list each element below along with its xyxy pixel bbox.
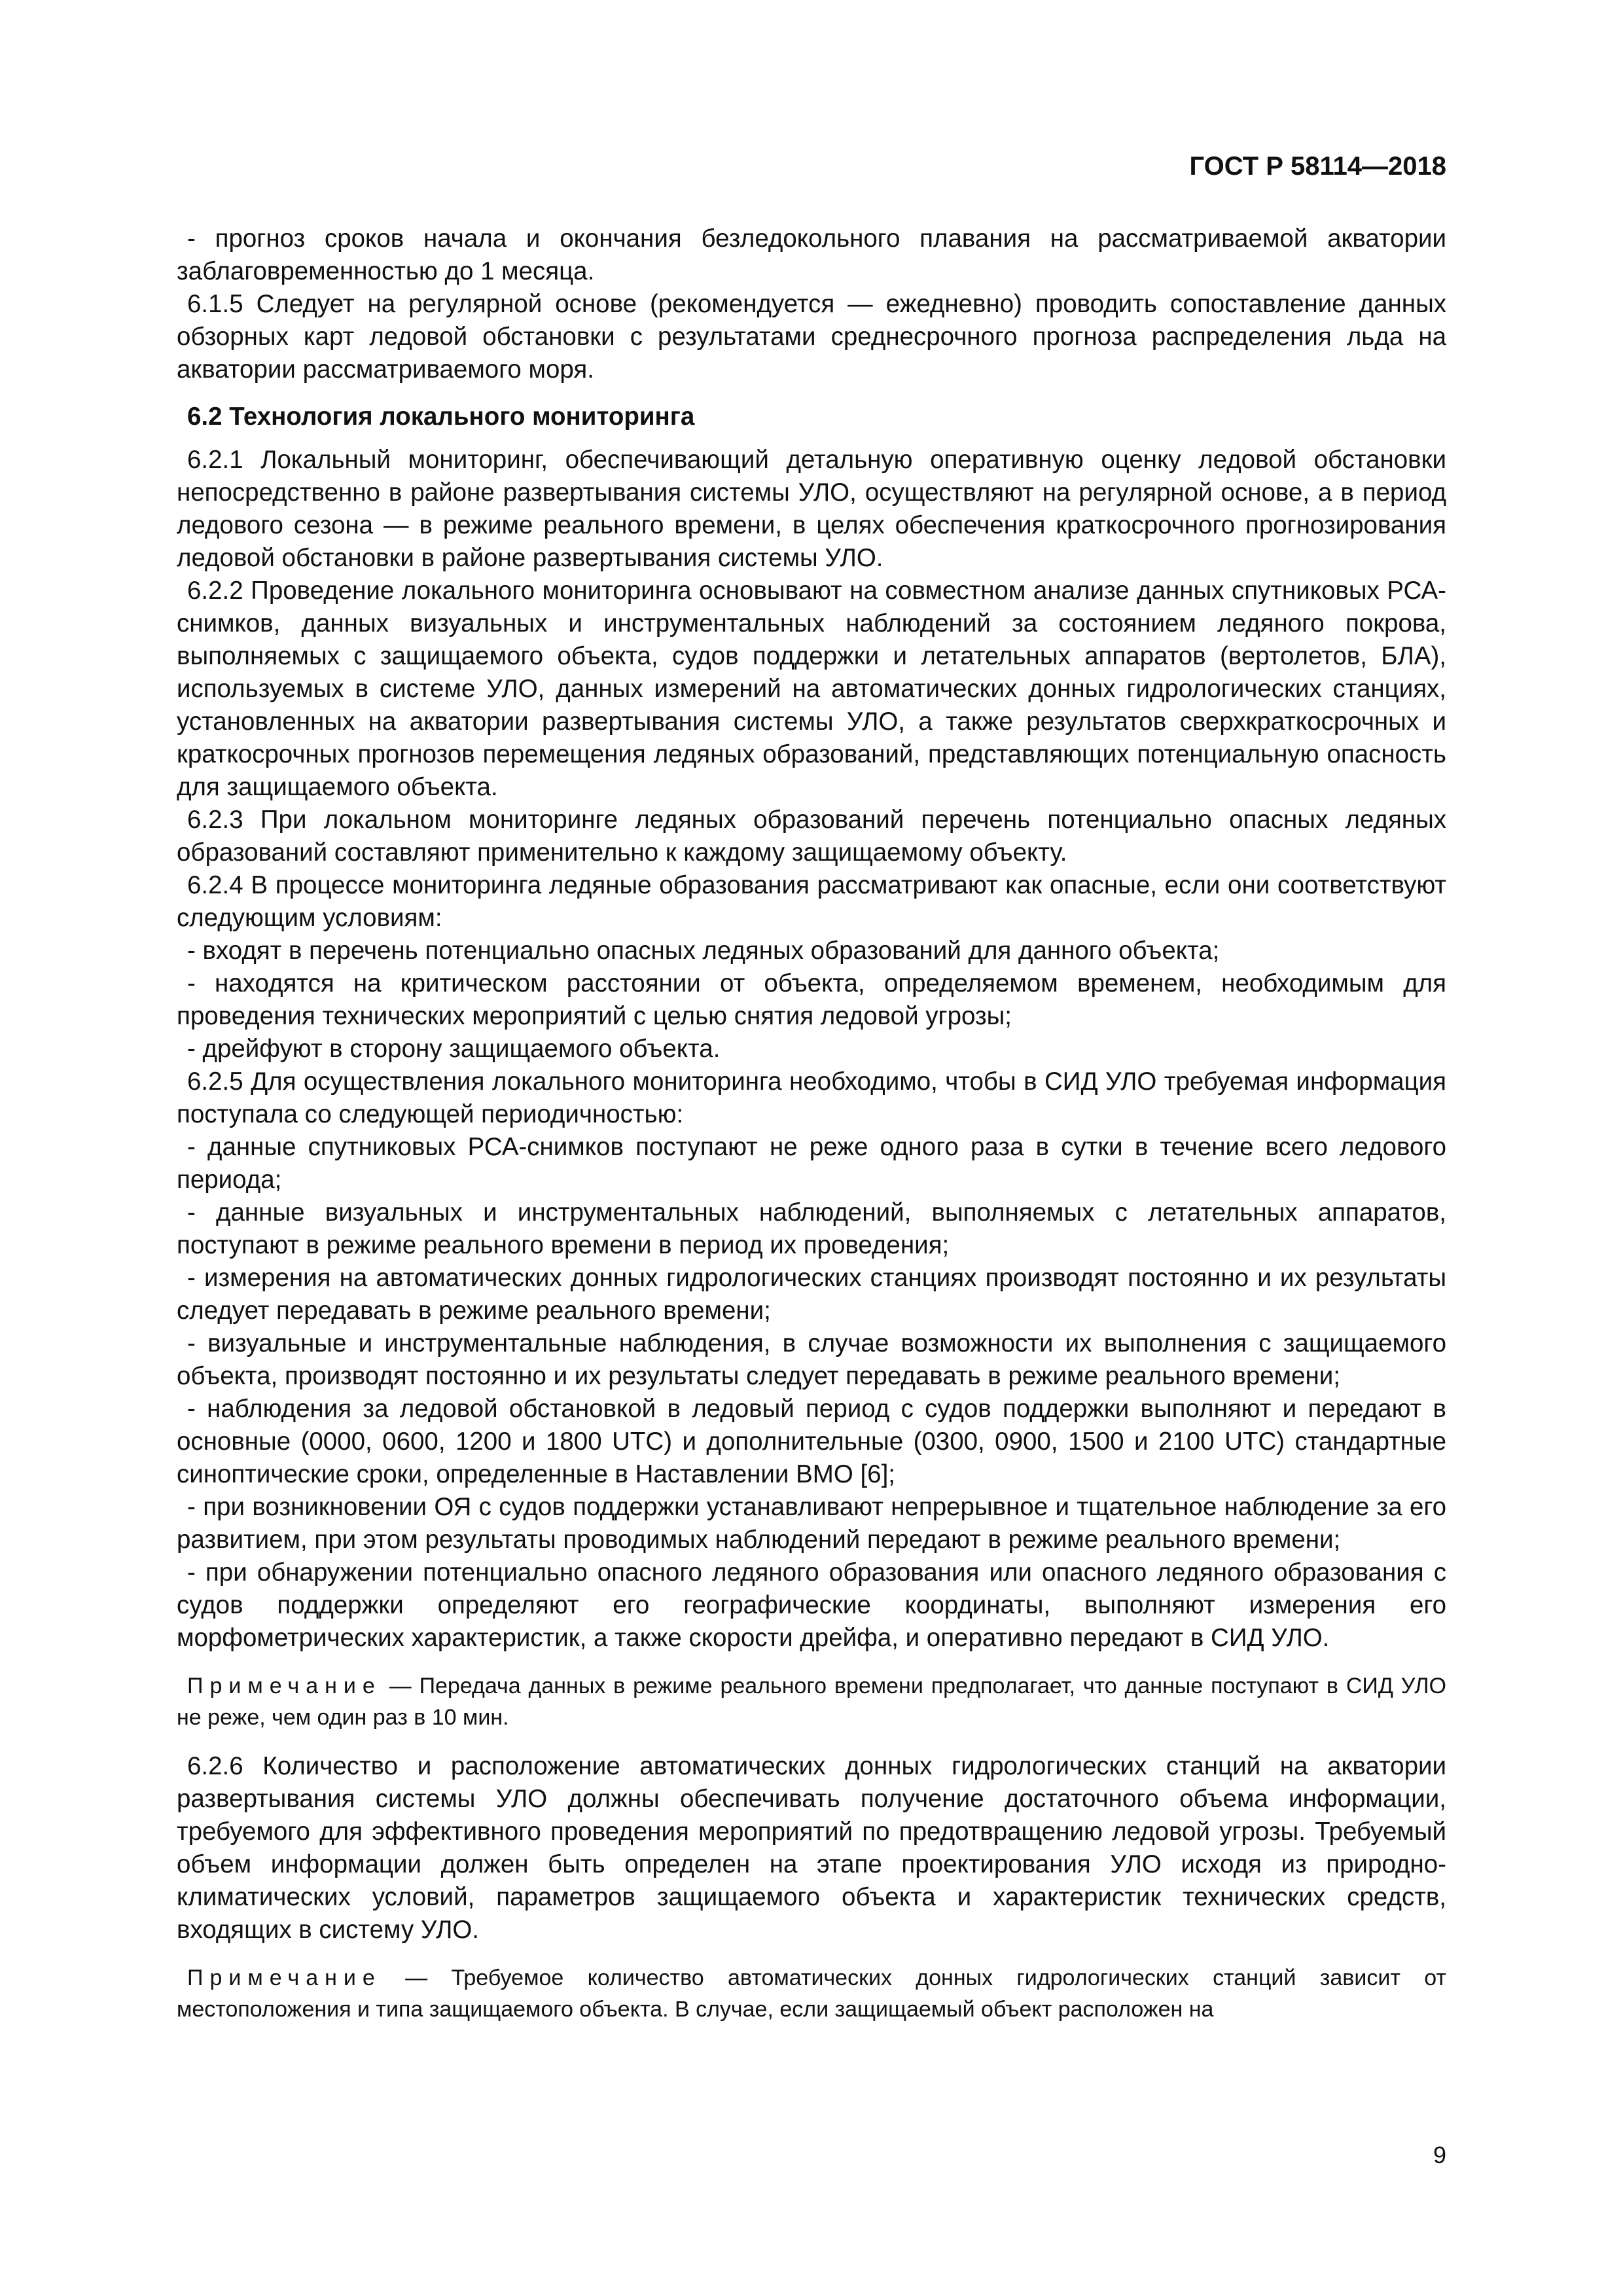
list-item: - при обнаружении потенциально опасного ледяного образования или опасного ледяного образования с судов поддержки определяют его географические координаты, выполняют измерения его морфометрических характеристик, а также скорости дрейфа, и оперативно передают в СИД УЛО. xyxy=(177,1558,1446,1652)
list-item: - при возникновении ОЯ с судов поддержки устанавливают непрерывное и тщательное наблюдение за его развитием, при этом результаты проводимых наблюдений передают в режиме реального времени; xyxy=(177,1493,1446,1554)
list-item: - данные спутниковых РСА-снимков поступают не реже одного раза в сутки в течение всего ледового периода; xyxy=(177,1133,1446,1194)
note-1 xyxy=(177,1670,1446,1733)
note-label: Примечание xyxy=(187,1674,382,1698)
paragraph-6-2-6: 6.2.6 Количество и расположение автоматических донных гидрологических станций на акватории развертывания системы УЛО должны обеспечивать получение достаточного объема информации, требуемого для эффективного проведения мероприятий по предотвращению ледовой угрозы. Требуемый объем информации должен быть определен на этапе проектирования УЛО исходя из природно-климатических условий, параметров защищаемого объекта и характеристик технических средств, входящих в систему УЛО. xyxy=(177,1752,1446,1944)
paragraph-6-1-5: 6.1.5 Следует на регулярной основе (рекомендуется — ежедневно) проводить сопоставление данных обзорных карт ледовой обстановки с результатами среднесрочного прогноза распределения льда на акватории рассматриваемого моря. xyxy=(177,290,1446,384)
paragraph-6-2-5: 6.2.5 Для осуществления локального мониторинга необходимо, чтобы в СИД УЛО требуемая информация поступала со следующей периодичностью: xyxy=(177,1067,1446,1128)
document-id-header: ГОСТ Р 58114—2018 xyxy=(1189,152,1446,181)
document-body xyxy=(177,223,1446,2025)
note-text: — Передача данных в режиме реального времени предполагает, что данные поступают в СИД УЛО не реже, чем один раз в 10 мин. xyxy=(177,1674,1446,1730)
list-item: - дрейфуют в сторону защищаемого объекта. xyxy=(187,1035,721,1063)
list-item: - данные визуальных и инструментальных наблюдений, выполняемых с летательных аппаратов, поступают в режиме реального времени в период их проведения; xyxy=(177,1198,1446,1259)
paragraph-6-2-3: 6.2.3 При локальном мониторинге ледяных образований перечень потенциально опасных ледяных образований составляют применительно к каждому защищаемому объекту. xyxy=(177,806,1446,867)
list-item: - находятся на критическом расстоянии от объекта, определяемом временем, необходимым для проведения технических мероприятий с целью снятия ледовой угрозы; xyxy=(177,969,1446,1030)
paragraph-6-2-4: 6.2.4 В процессе мониторинга ледяные образования рассматривают как опасные, если они соответствуют следующим условиям: xyxy=(177,871,1446,932)
list-item: - измерения на автоматических донных гидрологических станциях производят постоянно и их результаты следует передавать в режиме реального времени; xyxy=(177,1264,1446,1325)
list-item: - прогноз сроков начала и окончания безледокольного плавания на рассматриваемой акватории заблаговременностью до 1 месяца. xyxy=(177,224,1446,285)
page-number: 9 xyxy=(1433,2142,1446,2168)
list-item: - наблюдения за ледовой обстановкой в ледовый период с судов поддержки выполняют и передают в основные (0000, 0600, 1200 и 1800 UTC) и дополнительные (0300, 0900, 1500 и 2100 UTC) стандартные синоптические сроки, определенные в Наставлении ВМО [6]; xyxy=(177,1395,1446,1488)
note-label: Примечание xyxy=(187,1965,382,1990)
paragraph-6-2-2: 6.2.2 Проведение локального мониторинга основывают на совместном анализе данных спутниковых РСА-снимков, данных визуальных и инструментальных наблюдений за состоянием ледяного покрова, выполняемых с защищаемого объекта, судов поддержки и летательных аппаратов (вертолетов, БЛА), используемых в системе УЛО, данных измерений на автоматических донных гидрологических станциях, установленных на акватории развертывания системы УЛО, а также результатов сверхкраткосрочных и краткосрочных прогнозов перемещения ледяных образований, представляющих потенциальную опасность для защищаемого объекта. xyxy=(177,577,1446,801)
list-item: - входят в перечень потенциально опасных ледяных образований для данного объекта; xyxy=(187,937,1220,965)
note-text: — Требуемое количество автоматических донных гидрологических станций зависит от местоположения и типа защищаемого объекта. В случае, если защищаемый объект расположен на xyxy=(177,1965,1446,2022)
note-2 xyxy=(177,1962,1446,2025)
section-title: 6.2 Технология локального мониторинга xyxy=(187,403,695,431)
list-item: - визуальные и инструментальные наблюдения, в случае возможности их выполнения с защищаемого объекта, производят постоянно и их результаты следует передавать в режиме реального времени; xyxy=(177,1329,1446,1390)
paragraph-6-2-1: 6.2.1 Локальный мониторинг, обеспечивающий детальную оперативную оценку ледовой обстановки непосредственно в районе развертывания системы УЛО, осуществляют на регулярной основе, а в период ледового сезона — в режиме реального времени, в целях обеспечения краткосрочного прогнозирования ледовой обстановки в районе развертывания системы УЛО. xyxy=(177,446,1446,572)
